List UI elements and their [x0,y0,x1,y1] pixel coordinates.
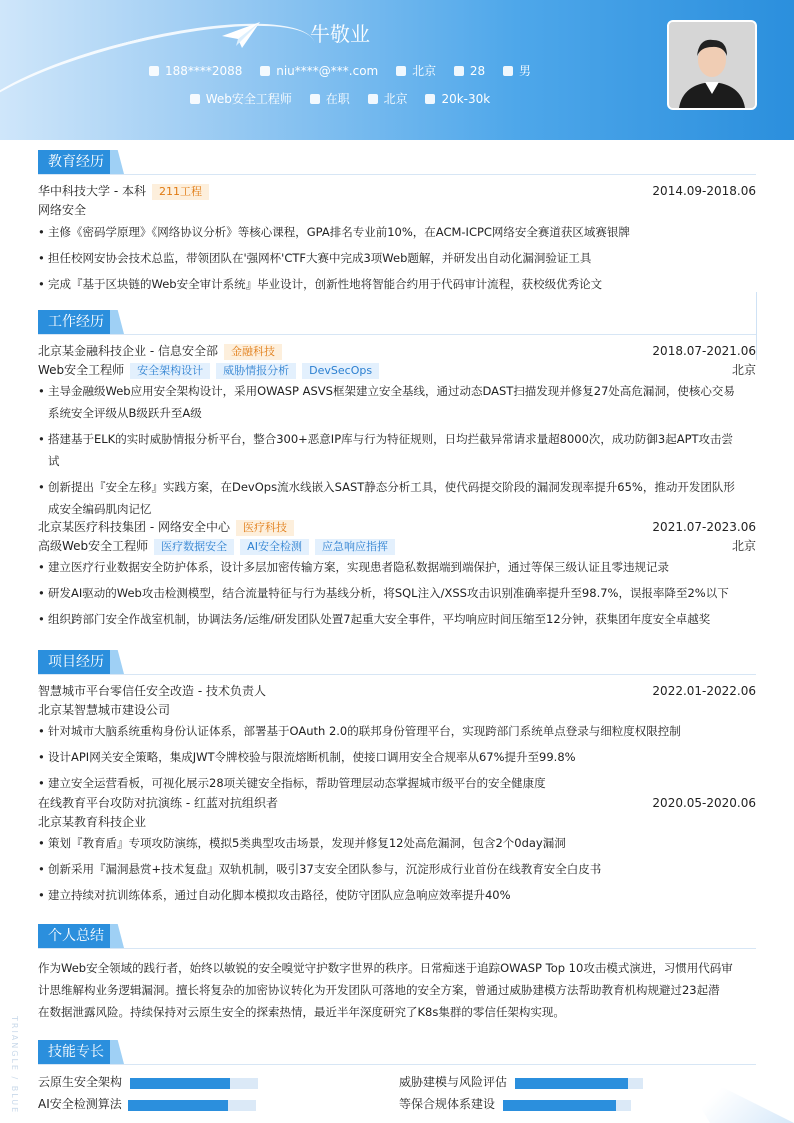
list-item: • 策划『教育盾』专项攻防演练，模拟5类典型攻击场景，发现并修复12处高危漏洞，包含2个0day漏洞 [38,832,756,854]
project-title: 智慧城市平台零信任安全改造 - 技术负责人 [38,684,266,698]
section-title-decoration [110,650,124,674]
skill-name: 云原生安全架构 [38,1075,123,1089]
gender-icon [503,66,513,76]
phone: 188****2088 [164,64,243,78]
contact-row [0,62,680,79]
list-item: • 建立医疗行业数据安全防护体系，设计多层加密传输方案，实现患者隐私数据端到端保护，通过等保三级认证且零违规记录 [38,556,756,578]
phone-icon [149,66,159,76]
project-org: 北京某智慧城市建设公司 [38,703,171,717]
work-section [38,310,756,634]
skill-tag: 威胁情报分析 [216,363,296,379]
job-date: 2018.07-2021.06 [652,344,756,358]
project-date: 2020.05-2020.06 [652,796,756,810]
section-title: 技能专长 [38,1040,114,1064]
skill-bar-fill [503,1100,616,1111]
job-title: Web安全工程师 [205,92,292,106]
avatar-photo [667,20,757,110]
education-bullets [38,221,756,295]
industry-tag: 医疗科技 [236,520,294,536]
skill-bar-fill [130,1078,230,1089]
skill-tag: 安全架构设计 [130,363,210,379]
project-bullets [38,832,756,906]
role-line [38,537,756,556]
briefcase-icon [310,94,320,104]
role: 高级Web安全工程师 [38,539,149,553]
divider [756,292,757,360]
list-item: • 针对城市大脑系统重构身份认证体系，部署基于OAuth 2.0的联邦身份管理平台，实现跨部门系统单点登录与细粒度权限控制 [38,720,756,742]
salary: 20k-30k [441,92,491,106]
gender: 男 [519,64,532,78]
section-title: 教育经历 [38,150,114,174]
section-title: 个人总结 [38,924,114,948]
list-item: • 组织跨部门安全作战室机制，协调法务/运维/研发团队处置7起重大安全事件，平均响应时间压缩至12分钟，获集团年度安全卓越奖 [38,608,756,630]
list-item: • 研发AI驱动的Web攻击检测模型，结合流量特征与行为基线分析，将SQL注入/XSS攻击识别准确率提升至98.7%，误报率降至2%以下 [38,582,756,604]
skill-tag: 应急响应指挥 [315,539,395,555]
skill-tag: DevSecOps [302,363,379,379]
role: Web安全工程师 [38,363,125,377]
projects-section [38,650,756,910]
list-item: • 建立持续对抗训练体系，通过自动化脚本模拟攻击路径，使防守团队应急响应效率提升40% [38,884,756,906]
job-date: 2021.07-2023.06 [652,520,756,534]
project-title: 在线教育平台攻防对抗演练 - 红蓝对抗组织者 [38,796,278,810]
skill-name: AI安全检测算法 [38,1097,122,1111]
project-org: 北京某教育科技企业 [38,815,147,829]
job-intent-row [0,90,680,107]
job-status: 在职 [325,92,350,106]
skills-list [38,1073,756,1123]
skill-bar-fill [128,1100,228,1111]
section-header [38,924,756,949]
home-icon [396,66,406,76]
summary-text: 作为Web安全领域的践行者，始终以敏锐的安全嗅觉守护数字世界的秩序。日常痴迷于追踪OWASP Top 10攻击模式演进，习惯用代码审 计思维解构业务逻辑漏洞。擅长将复杂的加密协议转化为开发团队可落地的安全方案，曾通过威胁建模方法帮助教育机构规避过23起潜 在数据泄露风险。持续保持对云原生安全的探索热情，最近半年深度研究了K8s集群的零信任架构实现。 [38,961,733,1019]
skills-section [38,1040,756,1123]
list-item: • 设计API网关安全策略，集成JWT令牌校验与限流熔断机制，使接口调用安全合规率从67%提升至99.8% [38,746,756,768]
job-city: 北京 [731,363,756,377]
section-header [38,150,756,175]
list-item: • 担任校网安协会技术总监，带领团队在'强网杯'CTF大赛中完成3项Web题解，并研发出自动化漏洞验证工具 [38,247,756,269]
section-title: 项目经历 [38,650,114,674]
section-title-decoration [110,150,124,174]
person-portrait-icon [669,22,755,108]
industry-tag: 金融科技 [224,344,282,360]
mail-icon [260,66,270,76]
skill-name: 等保合规体系建设 [399,1097,496,1111]
company: 北京某金融科技企业 - 信息安全部 [38,344,218,358]
skill-bar [503,1100,631,1111]
list-item: • 创新提出『安全左移』实践方案，在DevOps流水线嵌入SAST静态分析工具，使代码提交阶段的漏洞发现率提升65%，推动开发团队形 成安全编码肌肉记忆 [38,476,756,520]
job-city: 北京 [383,92,408,106]
job-line [38,518,756,537]
role-line [38,361,756,380]
skill-name: 威胁建模与风险评估 [399,1075,508,1089]
skill-bar [515,1078,643,1089]
list-item: • 主修《密码学原理》《网络协议分析》等核心课程，GPA排名专业前10%，在ACM-ICPC网络安全赛道获区域赛银牌 [38,221,756,243]
side-watermark: TRIANGLE / BLUE [10,1016,19,1115]
list-item: • 创新采用『漏洞悬赏+技术复盘』双轨机制，吸引37支安全团队参与，沉淀形成行业首份在线教育安全白皮书 [38,858,756,880]
major: 网络安全 [38,203,87,217]
cake-icon [454,66,464,76]
job-city: 北京 [731,539,756,553]
section-header [38,1040,756,1065]
skill-bar-fill [515,1078,628,1089]
skill-item [399,1095,649,1115]
candidate-name: 牛敬业 [310,22,370,46]
project-line [38,794,756,813]
email: niu****@***.com [276,64,379,78]
project-date: 2022.01-2022.06 [652,684,756,698]
project-bullets [38,720,756,794]
list-item: • 完成『基于区块链的Web安全审计系统』毕业设计，创新性地将智能合约用于代码审计流程，获校级优秀论文 [38,273,756,295]
section-title-decoration [110,310,124,334]
send-icon [190,94,200,104]
education-date: 2014.09-2018.06 [652,184,756,198]
money-icon [425,94,435,104]
job-line [38,342,756,361]
list-item: • 主导金融级Web应用安全架构设计，采用OWASP ASVS框架建立安全基线，通过动态DAST扫描发现并修复27处高危漏洞，使核心交易 系统安全评级从B级跃升至A级 [38,380,756,424]
school: 华中科技大学 - 本科 [38,184,146,198]
city: 北京 [412,64,437,78]
project-line [38,682,756,701]
skill-tag: AI安全检测 [240,539,309,555]
education-line [38,182,756,201]
skill-bar [130,1078,258,1089]
list-item: • 搭建基于ELK的实时威胁情报分析平台，整合300+恶意IP库与行为特征规则，日均拦截异常请求量超8000次，成功防御3起APT攻击尝 试 [38,428,756,472]
skill-tag: 医疗数据安全 [154,539,234,555]
job-bullets [38,556,756,630]
section-header [38,650,756,675]
section-title-decoration [110,924,124,948]
skill-item [399,1073,649,1093]
location-icon [368,94,378,104]
section-header [38,310,756,335]
age: 28 [469,64,486,78]
skill-item [38,1095,268,1115]
list-item: • 建立安全运营看板，可视化展示28项关键安全指标，帮助管理层动态掌握城市级平台的安全健康度 [38,772,756,794]
section-title-decoration [110,1040,124,1064]
education-section [38,150,756,299]
skill-item [38,1073,268,1093]
job-bullets [38,380,756,520]
skill-bar [128,1100,256,1111]
company: 北京某医疗科技集团 - 网络安全中心 [38,520,230,534]
section-title: 工作经历 [38,310,114,334]
summary-section [38,924,756,1023]
school-tag: 211工程 [152,184,209,200]
